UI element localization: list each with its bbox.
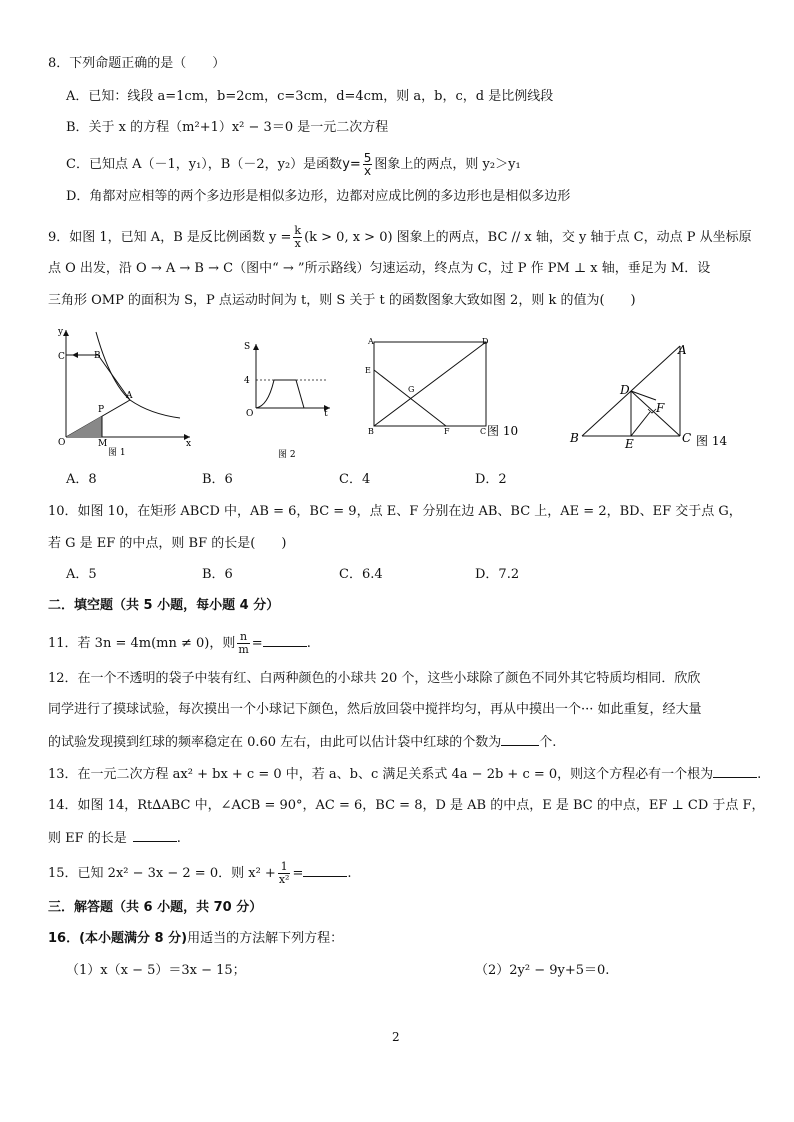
- q15-blank: [303, 864, 347, 877]
- figure-10: [362, 334, 522, 438]
- q8-fn-num: 5: [363, 151, 372, 165]
- q8-stem: 8．下列命题正确的是（ ）: [48, 56, 226, 71]
- fig10-label-f: F: [444, 427, 450, 436]
- q12-line1: 12．在一个不透明的袋子中装有红、白两种颜色的小球共 20 个，这些小球除了颜色不同外其它特质均相同．欣欣: [48, 671, 701, 686]
- q9-line1: [48, 225, 752, 250]
- q14-line1: 14．如图 14，Rt∆ABC 中，∠ACB = 90°，AC = 6，BC = 8，D 是 AB 的中点，E 是 BC 的中点，EF ⊥ CD 于点 F，: [48, 798, 765, 813]
- figure-2: [238, 336, 338, 458]
- q9-line1-pre: 9．如图 1，已知 A，B 是反比例函数 y =: [48, 230, 292, 245]
- q16-heading-bold: 16．(本小题满分 8 分): [48, 931, 188, 946]
- q15-den: x²: [278, 873, 290, 886]
- q8-option-b: B．关于 x 的方程（m²+1）x² − 3＝0 是一元二次方程: [66, 120, 389, 135]
- q16-part2: （2）2y² − 9y+5＝0.: [475, 963, 610, 978]
- q14-line2: [48, 829, 181, 848]
- section-3-heading: 三．解答题（共 6 小题，共 70 分）: [48, 900, 263, 915]
- q10-option-b: B．6: [202, 567, 233, 582]
- fig14-label-b: B: [570, 431, 579, 445]
- q14-line2-pre: 则 EF 的长是: [48, 831, 127, 846]
- fig1-label-a: A: [126, 391, 133, 401]
- q8-option-d: D．角都对应相等的两个多边形是相似多边形，边都对应成比例的多边形也是相似多边形: [66, 189, 571, 204]
- page-number: 2: [392, 1030, 400, 1044]
- q9-option-a: A．8: [66, 472, 97, 487]
- q8-fn-den: x: [364, 164, 372, 178]
- fig1-label-o: O: [58, 438, 66, 448]
- q13-pre: 13．在一元二次方程 ax² + bx + c = 0 中，若 a、b、c 满足关系式 4a − 2b + c = 0，则这个方程必有一个根为: [48, 767, 714, 782]
- fig2-label-o: O: [246, 409, 254, 419]
- q11-den: m: [238, 643, 249, 656]
- fig1-label-c: C: [58, 352, 65, 362]
- q11-end: .: [306, 636, 311, 651]
- q10-option-c: C．6.4: [339, 567, 383, 582]
- fig10-label-e: E: [365, 366, 371, 375]
- fig10-caption: 图 10: [487, 424, 519, 438]
- q9-option-b: B．6: [202, 472, 233, 487]
- fig14-label-e: E: [625, 437, 634, 451]
- q9-frac-den: x: [294, 237, 301, 250]
- q8-option-c-fn: [342, 151, 374, 178]
- fig10-label-c: C: [480, 427, 487, 436]
- q9-option-d: D．2: [475, 472, 507, 487]
- fig1-label-m: M: [98, 439, 108, 449]
- q15-eq: =: [292, 866, 304, 881]
- fig1-label-b: B: [94, 351, 101, 361]
- q10-line2: 若 G 是 EF 的中点，则 BF 的长是( ): [48, 536, 287, 551]
- q11-blank: [263, 634, 307, 647]
- fig2-caption: 图 2: [278, 450, 296, 458]
- q8-option-c-pre: C．已知点 A（－1，y₁），B（－2，y₂）是函数: [66, 157, 343, 172]
- fig14-label-d: D: [620, 383, 630, 397]
- q8-fn-left: y=: [342, 157, 361, 172]
- q13-blank: [713, 765, 757, 778]
- fig10-label-b: B: [368, 427, 374, 436]
- q11-eq: =: [251, 636, 263, 651]
- fig2-label-4: 4: [244, 376, 250, 386]
- q14-line2-post: .: [176, 831, 181, 846]
- q9-line3: 三角形 OMP 的面积为 S，P 点运动时间为 t，则 S 关于 t 的函数图象大致如图 2，则 k 的值为( ): [48, 293, 636, 308]
- q12-line3-post: 个.: [539, 735, 557, 750]
- q10-line1: 10．如图 10，在矩形 ABCD 中，AB = 6，BC = 9，点 E、F 分别在边 AB、BC 上，AE = 2，BD、EF 交于点 G，: [48, 504, 742, 519]
- fig1-caption: 图 1: [108, 448, 126, 457]
- q15: [48, 861, 351, 886]
- section-2-heading: 二．填空题（共 5 小题，每小题 4 分）: [48, 598, 280, 613]
- fig1-label-x: x: [186, 439, 192, 449]
- fig10-label-d: D: [482, 337, 489, 346]
- q8-option-c-post: 图象上的两点，则 y₂＞y₁: [374, 157, 521, 172]
- q12-line2: 同学进行了摸球试验，每次摸出一个小球记下颜色，然后放回袋中搅拌均匀，再从中摸出一个··· 如此重复，经大量: [48, 702, 702, 717]
- q13: [48, 765, 761, 784]
- fig14-label-a: A: [678, 343, 687, 357]
- q12-blank: [501, 733, 539, 746]
- q11-num: n: [237, 631, 249, 644]
- q10-option-a: A．5: [66, 567, 97, 582]
- q8-option-a: A．已知：线段 a=1cm，b=2cm，c=3cm，d=4cm，则 a，b，c，d 是比例线段: [66, 89, 554, 104]
- q9-line2: 点 O 出发，沿 O → A → B → C（图中“ → ”所示路线）匀速运动，终点为 C，过 P 作 PM ⊥ x 轴，垂足为 M．设: [48, 261, 711, 276]
- figure-14: [562, 336, 742, 456]
- q15-pre: 15．已知 2x² − 3x − 2 = 0．则 x² +: [48, 866, 276, 881]
- q9-line1-post: (k > 0, x > 0) 图象上的两点，BC // x 轴，交 y 轴于点 C，动点 P 从坐标原: [304, 230, 752, 245]
- q16-heading: [48, 930, 343, 948]
- q15-num: 1: [278, 861, 291, 874]
- fig10-label-a: A: [368, 337, 374, 346]
- q14-blank: [133, 829, 177, 842]
- fig1-label-p: P: [98, 405, 105, 415]
- fig14-label-f: F: [656, 401, 665, 415]
- q8-option-c: [66, 152, 521, 177]
- q12-line3: [48, 733, 556, 752]
- q11-pre: 11．若 3n = 4m(mn ≠ 0)，则: [48, 636, 236, 651]
- q13-post: .: [757, 767, 762, 782]
- fig1-label-y: y: [58, 327, 64, 337]
- fig10-label-g: G: [408, 385, 415, 394]
- q10-option-d: D．7.2: [475, 567, 520, 582]
- q12-line3-pre: 的试验发现摸到红球的频率稳定在 0.60 左右，由此可以估计袋中红球的个数为: [48, 735, 502, 750]
- q9-option-c: C．4: [339, 472, 371, 487]
- fig2-label-t: t: [324, 409, 328, 419]
- fig2-label-s: S: [244, 342, 251, 352]
- q9-frac-num: k: [294, 224, 302, 237]
- fig14-caption: 图 14: [696, 434, 728, 448]
- q16-part1: （1）x（x − 5）＝3x − 15；: [66, 963, 246, 978]
- fig14-label-c: C: [682, 431, 692, 445]
- q16-heading-rest: 用适当的方法解下列方程：: [187, 931, 344, 946]
- figure-1: [50, 322, 200, 457]
- q11: [48, 631, 311, 656]
- q15-end: .: [347, 866, 352, 881]
